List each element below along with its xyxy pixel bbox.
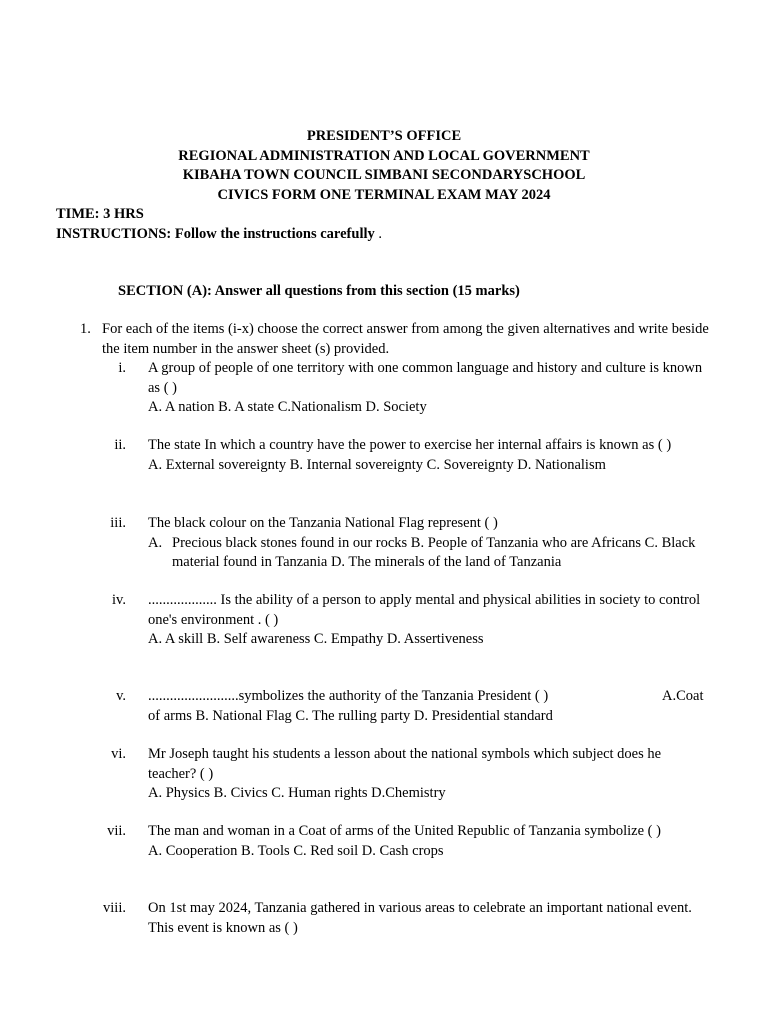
- item-vii: [107, 822, 708, 861]
- item-ii: [114, 436, 708, 475]
- item-stem: The black colour on the Tanzania National Flag represent ( ): [148, 515, 498, 531]
- item-iv: [112, 591, 708, 650]
- question-number: 1.: [80, 321, 91, 337]
- item-options: [148, 534, 708, 573]
- item-options: A. Cooperation B. Tools C. Red soil D. Cash crops: [148, 842, 444, 859]
- item-number: iii.: [110, 515, 126, 531]
- item-vi: [111, 745, 708, 804]
- exam-time: TIME: 3 HRS: [56, 206, 144, 222]
- exam-header: [0, 127, 768, 205]
- item-number: vii.: [107, 823, 126, 839]
- header-line-ministry: REGIONAL ADMINISTRATION AND LOCAL GOVERNMENT: [178, 147, 590, 164]
- item-stem: On 1st may 2024, Tanzania gathered in various areas to celebrate an important national event. This event is known as ( ): [148, 900, 692, 936]
- item-v: [116, 687, 708, 726]
- item-number: i.: [118, 360, 126, 376]
- item-options: of arms B. National Flag C. The rulling party D. Presidential standard: [148, 707, 553, 724]
- item-number: iv.: [112, 592, 126, 608]
- header-line-exam-title: CIVICS FORM ONE TERMINAL EXAM MAY 2024: [217, 186, 551, 203]
- exam-instructions: [56, 225, 382, 245]
- item-number: ii.: [114, 437, 126, 453]
- header-line-office: PRESIDENT’S OFFICE: [306, 128, 462, 144]
- instructions-end: .: [374, 226, 382, 242]
- item-options: A. External sovereignty B. Internal sovereignty C. Sovereignty D. Nationalism: [148, 456, 606, 473]
- item-options-text: Precious black stones found in our rocks B. People of Tanzania who are Africans C. Black material found in Tanzania D. The minerals of the land of Tanzania: [172, 534, 696, 570]
- item-stem: The state In which a country have the power to exercise her internal affairs is known as ( ): [148, 437, 672, 453]
- item-viii: [103, 899, 708, 938]
- item-number: vi.: [111, 746, 126, 762]
- item-number: viii.: [103, 900, 126, 916]
- item-iii: [110, 514, 708, 573]
- item-options: A. Physics B. Civics C. Human rights D.Chemistry: [148, 785, 446, 801]
- item-stem-line: [148, 687, 708, 707]
- item-i: [118, 359, 708, 418]
- item-stem: A group of people of one territory with one common language and history and culture is known as ( ): [148, 360, 703, 396]
- option-letter: A.: [148, 534, 163, 551]
- item-stem: ................... Is the ability of a person to apply mental and physical abilities in society to control one's environment . ( ): [148, 592, 701, 628]
- instructions-text: INSTRUCTIONS: Follow the instructions carefully: [56, 226, 375, 242]
- item-number: v.: [116, 688, 126, 704]
- question-1: [80, 320, 720, 359]
- item-options: A. A skill B. Self awareness C. Empathy D. Assertiveness: [148, 631, 484, 647]
- section-a-title: SECTION (A): Answer all questions from this section (15 marks): [118, 283, 520, 299]
- item-stem: .........................symbolizes the authority of the Tanzania President ( ): [148, 688, 549, 704]
- item-options: A. A nation B. A state C.Nationalism D. Society: [148, 399, 427, 415]
- item-stem: The man and woman in a Coat of arms of the United Republic of Tanzania symbolize ( ): [148, 823, 661, 839]
- item-stem: Mr Joseph taught his students a lesson about the national symbols which subject does he teacher? ( ): [148, 746, 662, 782]
- header-line-school: KIBAHA TOWN COUNCIL SIMBANI SECONDARYSCHOOL: [182, 167, 586, 183]
- question-text: For each of the items (i-x) choose the correct answer from among the given alternatives and write beside the item number in the answer sheet (s) provided.: [102, 321, 709, 357]
- item-stem-right: A.Coat: [662, 688, 704, 704]
